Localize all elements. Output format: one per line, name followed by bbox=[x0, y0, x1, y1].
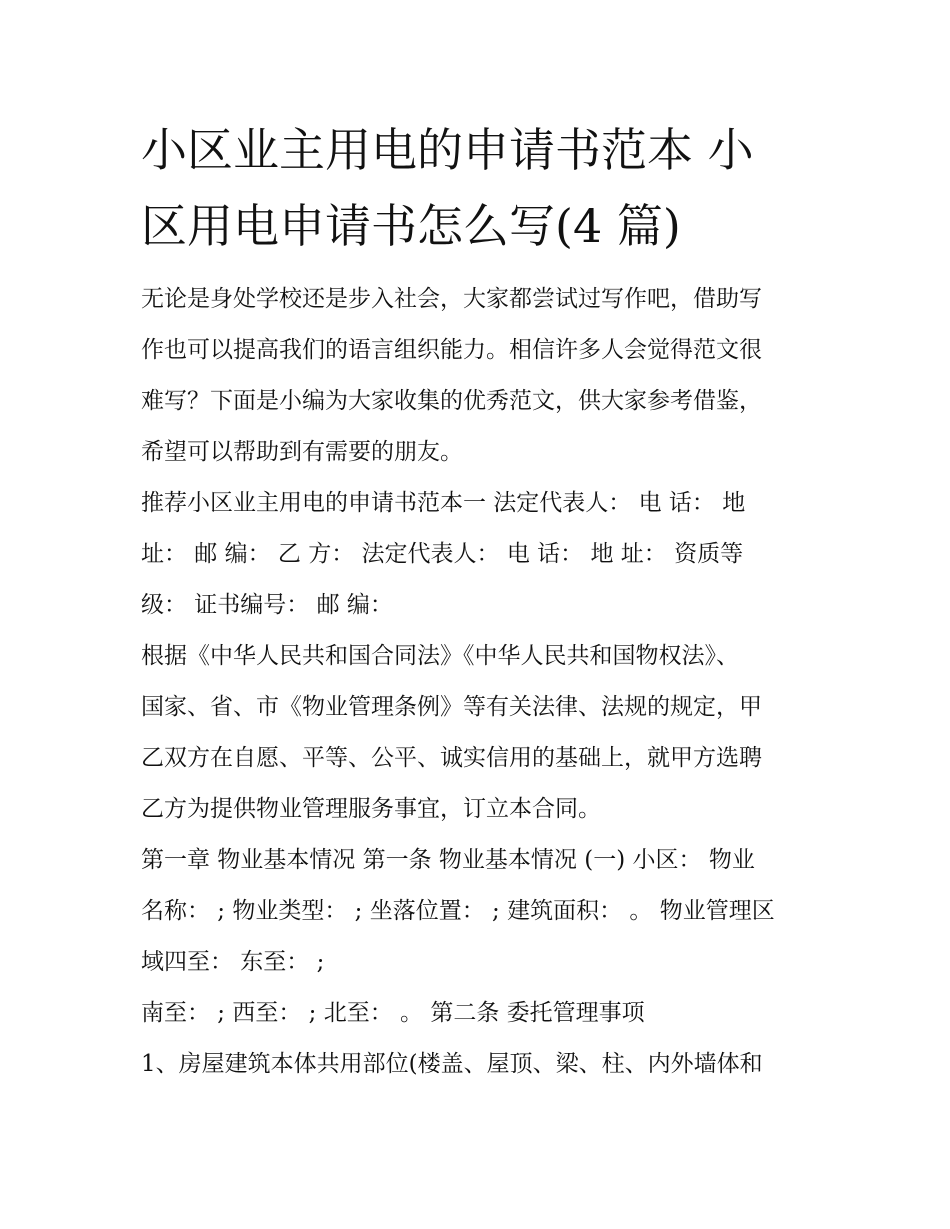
chapter-one-paragraph bbox=[141, 835, 813, 988]
text-line: 难写？下面是小编为大家收集的优秀范文，供大家参考借鉴， bbox=[141, 388, 762, 414]
text-line: 根据《中华人民共和国合同法》《中华人民共和国物权法》、 bbox=[141, 643, 739, 669]
title-line: 区用电申请书怎么写(4 篇) bbox=[141, 199, 681, 253]
text-line: 址： 邮 编： 乙 方： 法定代表人： 电 话： 地 址： 资质等 bbox=[141, 541, 744, 567]
intro-paragraph bbox=[141, 274, 813, 478]
text-line: 第一章 物业基本情况 第一条 物业基本情况 (一) 小区： 物业 bbox=[141, 847, 755, 873]
item-one-paragraph bbox=[141, 1039, 813, 1090]
text-line: 无论是身处学校还是步入社会，大家都尝试过写作吧，借助写 bbox=[141, 286, 762, 312]
title-line: 小区业主用电的申请书范本 小 bbox=[141, 123, 754, 177]
text-line: 国家、省、市《物业管理条例》等有关法律、法规的规定，甲 bbox=[141, 694, 762, 720]
party-info-paragraph bbox=[141, 478, 813, 631]
text-line: 希望可以帮助到有需要的朋友。 bbox=[141, 439, 463, 465]
legal-basis-paragraph bbox=[141, 631, 813, 835]
text-line: 域四至： 东至： ; bbox=[141, 949, 325, 975]
boundaries-paragraph bbox=[141, 988, 813, 1039]
text-line: 级： 证书编号： 邮 编： bbox=[141, 592, 393, 618]
text-line: 名称： ; 物业类型： ; 坐落位置： ; 建筑面积： 。 物业管理区 bbox=[141, 898, 775, 924]
text-line: 南至： ; 西至： ; 北至： 。 第二条 委托管理事项 bbox=[141, 1000, 645, 1026]
text-line: 1、房屋建筑本体共用部位(楼盖、屋顶、梁、柱、内外墙体和 bbox=[141, 1051, 763, 1077]
text-line: 推荐小区业主用电的申请书范本一 法定代表人： 电 话： 地 bbox=[141, 490, 746, 516]
text-line: 乙双方在自愿、平等、公平、诚实信用的基础上，就甲方选聘 bbox=[141, 745, 762, 771]
text-line: 作也可以提高我们的语言组织能力。相信许多人会觉得范文很 bbox=[141, 337, 762, 363]
document-page bbox=[141, 112, 813, 1090]
text-line: 乙方为提供物业管理服务事宜，订立本合同。 bbox=[141, 796, 601, 822]
document-title bbox=[141, 112, 813, 264]
